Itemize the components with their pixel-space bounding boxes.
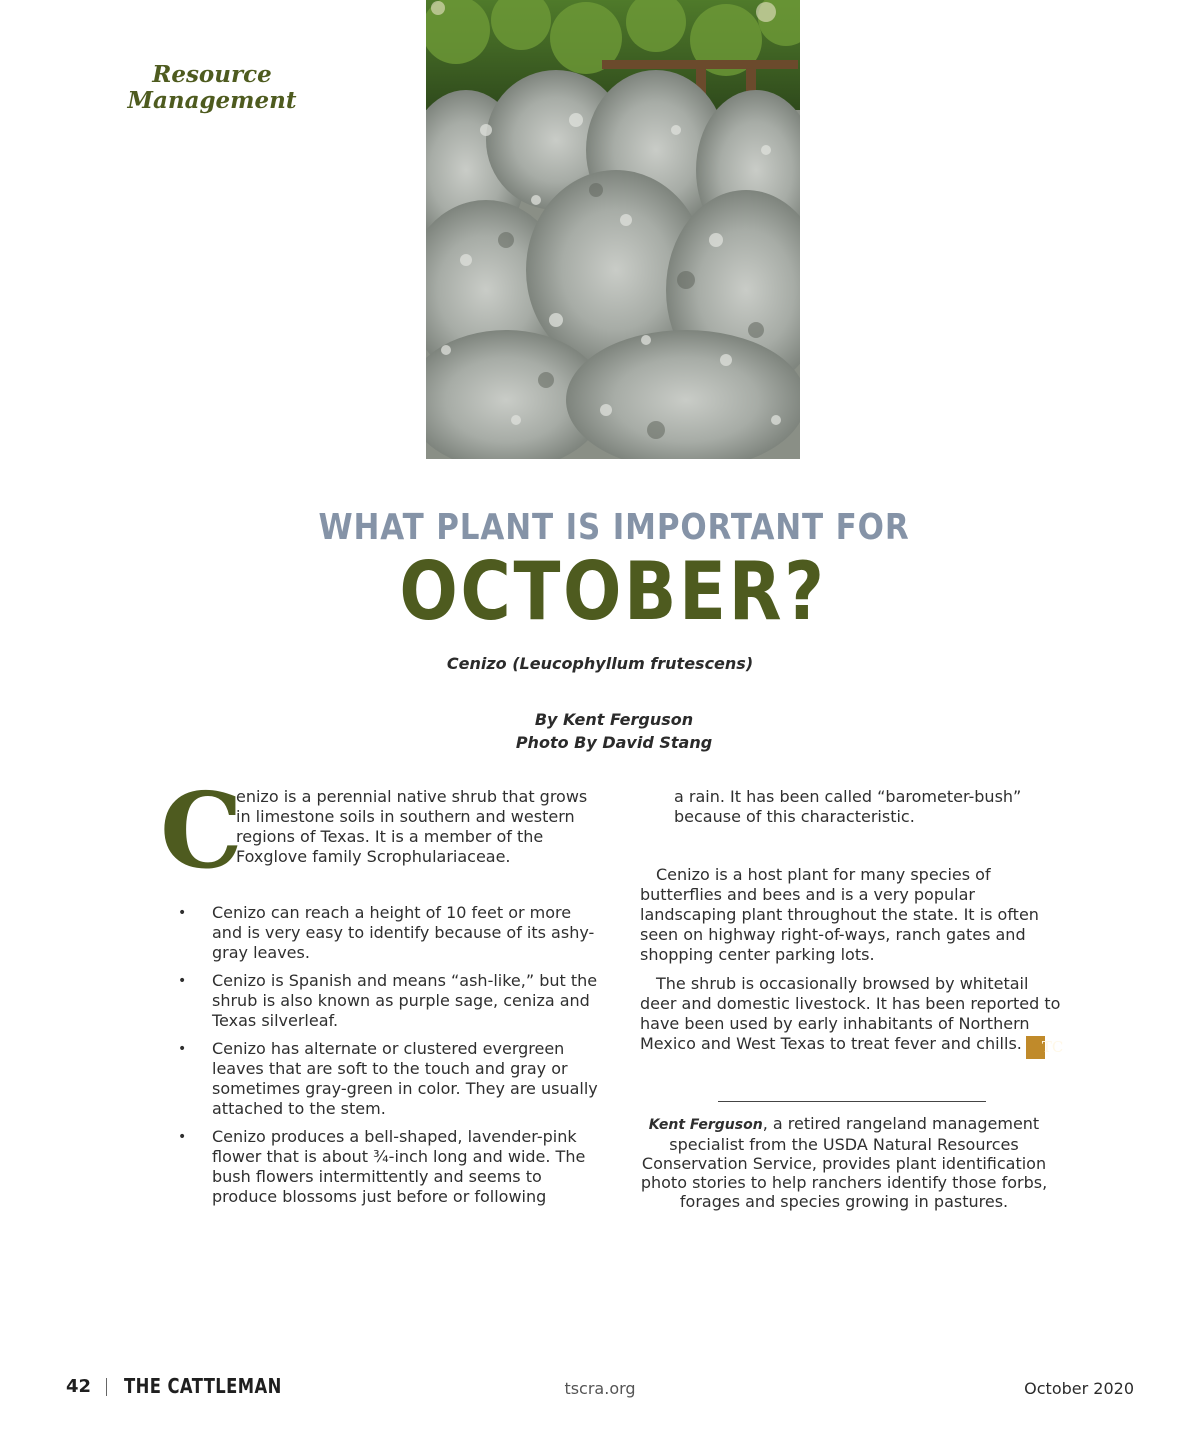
drop-cap: C	[160, 769, 243, 892]
list-item-text: Cenizo produces a bell-shaped, lavender-pink flower that is about ¾-inch long and wide. The bush flowers intermittently and seems to produce blossoms just before or following	[212, 1127, 586, 1206]
list-item	[160, 971, 602, 1031]
byline-author: By Kent Ferguson	[534, 710, 694, 729]
headline-line2: OCTOBER?	[399, 545, 827, 638]
tc-logo-icon: TC	[1026, 1036, 1045, 1059]
bio-divider	[718, 1101, 986, 1102]
issue-date: October 2020	[1024, 1379, 1134, 1398]
bullet-icon: •	[178, 905, 187, 921]
list-item-text: Cenizo is Spanish and means “ash-like,” but the shrub is also known as purple sage, ceniza and Texas silverleaf.	[212, 971, 598, 1030]
magazine-name: THE CATTLEMAN	[124, 1374, 282, 1398]
list-item	[160, 903, 602, 963]
list-item-continuation: a rain. It has been called “barometer-bush” because of this characteristic.	[674, 787, 1022, 826]
page-number: 42	[66, 1376, 92, 1397]
bullet-icon: •	[178, 1129, 187, 1145]
fact-list	[160, 903, 602, 1207]
list-item-text: Cenizo has alternate or clustered evergreen leaves that are soft to the touch and gray or sometimes gray-green in color. They are usually attached to the stem.	[212, 1039, 598, 1118]
headline-line1: WHAT PLANT IS IMPORTANT FOR	[318, 507, 910, 548]
intro-paragraph: enizo is a perennial native shrub that grows in limestone soils in southern and western regions of Texas. It is a member of the Foxglove family Scrophulariaceae.	[236, 787, 588, 866]
section-label	[112, 62, 312, 114]
section-label-line2: Management	[127, 87, 297, 114]
website-link[interactable]: tscra.org	[564, 1379, 636, 1398]
bio-author-name: Kent Ferguson	[648, 1117, 763, 1133]
article-column-right	[640, 787, 1066, 1059]
cenizo-photo-image	[426, 0, 800, 459]
body-paragraph	[640, 974, 1066, 1059]
body-paragraph: Cenizo is a host plant for many species of butterflies and bees and is a very popular landscaping plant throughout the state. It is often seen on highway right-of-ways, ranch gates and shopping center parking lots.	[640, 865, 1039, 964]
bullet-icon: •	[178, 1041, 187, 1057]
list-item-text: Cenizo can reach a height of 10 feet or more and is very easy to identify because of its ashy-gray leaves.	[212, 903, 595, 962]
article-column-left	[160, 769, 602, 1215]
subtitle: Cenizo (Leucophyllum frutescens)	[446, 654, 754, 673]
bio-text: , a retired rangeland management specialist from the USDA Natural Resources Conservation Service, provides plant identification photo stories to help ranchers identify those forbs, forages and species growing in pastures.	[640, 1114, 1048, 1211]
cenizo-photo	[426, 0, 800, 459]
list-item	[160, 1127, 602, 1207]
list-item	[160, 1039, 602, 1119]
author-bio	[626, 1114, 1062, 1211]
body-paragraph-text: The shrub is occasionally browsed by whitetail deer and domestic livestock. It has been reported to have been used by early inhabitants of Northern Mexico and West Texas to treat fever and chills.	[640, 974, 1061, 1053]
bullet-icon: •	[178, 973, 187, 989]
section-label-line1: Resource	[152, 61, 272, 88]
byline-photo-credit: Photo By David Stang	[515, 733, 713, 752]
